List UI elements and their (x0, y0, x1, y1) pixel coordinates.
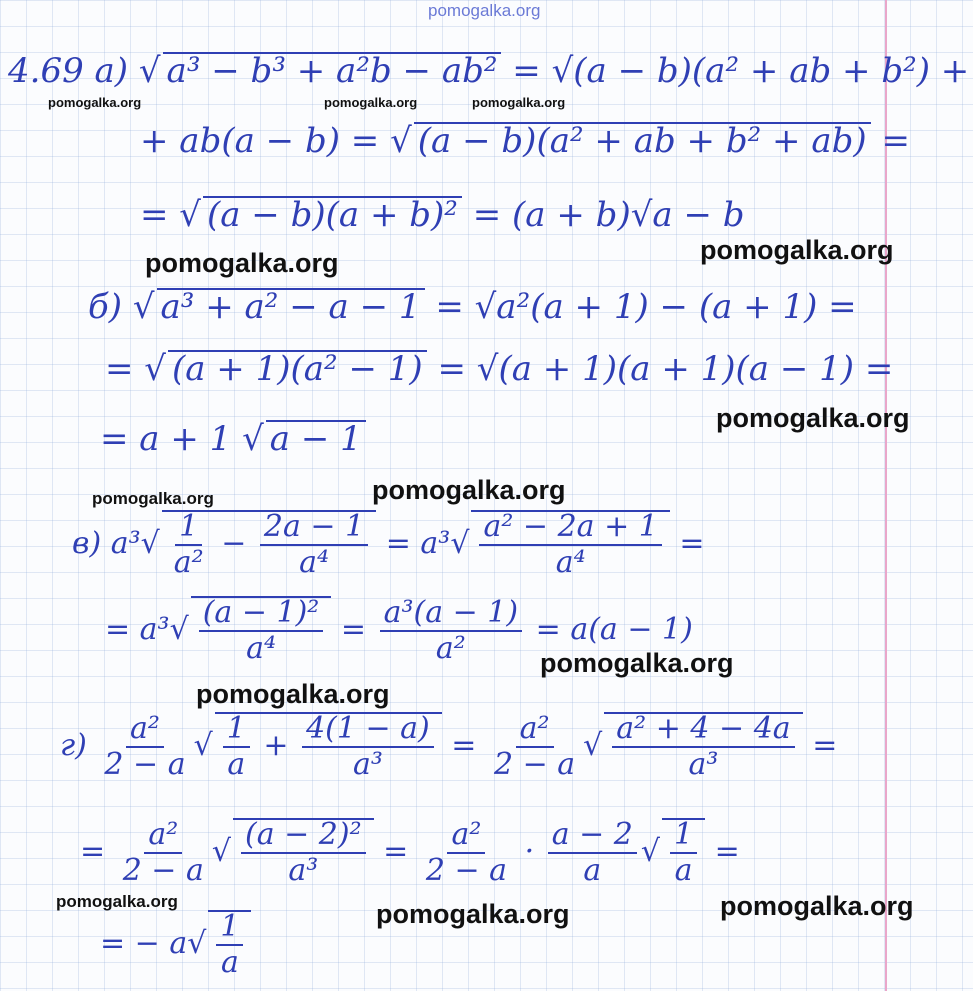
line-tail: = a(a − 1) (535, 612, 693, 647)
denominator: 2 − a (493, 747, 576, 782)
part-b-line2: = √ (a + 1)(a² − 1) = √(a + 1)(a + 1)(a − 1) = (105, 349, 894, 389)
line-pre: = − a (100, 926, 188, 961)
fraction (670, 817, 697, 888)
line-pre: = (80, 834, 106, 869)
fraction (223, 711, 250, 782)
fraction (241, 817, 366, 888)
watermark: pomogalka.org (145, 248, 339, 278)
denominator: a (227, 747, 246, 782)
problem-number: 4.69 а) √ a³ − b³ + a²b − ab² = √(a − b)(a² + ab + b²) + (8, 51, 970, 91)
part-g-label: г) (60, 728, 87, 763)
minus-sign: − (221, 526, 247, 561)
numerator: a² (516, 714, 554, 748)
part-v-coef: a³ (110, 526, 141, 561)
part-b-line1-post: = √a²(a + 1) − (a + 1) = (424, 287, 857, 327)
fraction (548, 817, 637, 888)
denominator: a (583, 853, 602, 888)
denominator: 2 − a (425, 853, 508, 888)
problem-number-text: 4.69 (8, 51, 84, 91)
denominator: a⁴ (299, 545, 330, 580)
part-g-line1: г) $\frac{\text{a²}}{2 - a}$ √ $\frac{1}{a}$ + $\frac{4(1 - a)}{\text{a³}}$ = $\frac{\text{a²}}{2 - a}$ √ $\frac{\text{a² + 4 − 4a}}{\text{a³}}$ = (60, 711, 838, 782)
numerator: a³(a − 1) (380, 598, 523, 632)
part-a-line2-post: = (870, 121, 910, 161)
denominator: a² (435, 631, 466, 666)
equals-sign: = (812, 728, 838, 763)
fraction (422, 817, 511, 888)
denominator: a (220, 945, 239, 980)
part-b-line2-post: = √(a + 1)(a + 1)(a − 1) = (426, 349, 894, 389)
denominator: a⁴ (555, 545, 586, 580)
denominator: a³ (352, 747, 383, 782)
part-b-line1-radicand: a³ + a² − a − 1 (157, 288, 425, 324)
part-a-line2-pre: + ab(a − b) = (140, 121, 391, 161)
watermark: pomogalka.org (472, 95, 566, 110)
fraction (119, 817, 208, 888)
plus-sign: + (263, 728, 289, 763)
fraction (170, 509, 208, 580)
denominator: a³ (288, 853, 319, 888)
fraction (479, 509, 661, 580)
fraction (216, 909, 243, 980)
watermark: pomogalka.org (324, 95, 418, 110)
part-a-line1-radicand: a³ − b³ + a²b − ab² (163, 52, 502, 88)
numerator: a² (447, 820, 485, 854)
part-b-line2-pre: = (105, 349, 145, 389)
numerator: a − 2 (548, 820, 637, 854)
equals-sign: = (383, 834, 409, 869)
numerator: a² (126, 714, 164, 748)
part-a-line3-post: = (a + b)√a − b (461, 195, 745, 235)
watermark: pomogalka.org (92, 489, 214, 508)
denominator: a³ (688, 747, 719, 782)
multiply-dot: · (524, 834, 535, 869)
numerator: 1 (223, 714, 250, 748)
numerator: a² + 4 − 4a (612, 714, 794, 748)
equals-sign: = (679, 526, 705, 561)
denominator: 2 − a (104, 747, 186, 782)
part-b-line3: = a + 1 √ a − 1 (100, 420, 366, 456)
fraction (612, 711, 794, 782)
watermark: pomogalka.org (540, 648, 734, 678)
watermark: pomogalka.org (376, 899, 570, 929)
denominator: a (674, 853, 693, 888)
part-a-line2: + ab(a − b) = √ (a − b)(a² + ab + b² + ab) = (140, 121, 910, 161)
equals-coef: = a³ (385, 526, 451, 561)
part-v-line2: = a³√ $\frac{\text{(a − 1)²}}{\text{a⁴}}$ = $\frac{\text{a³(a − 1)}}{\text{a²}}$ = a(a − 1) (105, 595, 693, 666)
part-v-label: в) (72, 526, 102, 561)
fraction (380, 595, 523, 666)
part-a-label: а) (94, 51, 129, 91)
part-g-line2: = $\frac{\text{a²}}{2 - a}$ √ $\frac{\text{(a − 2)²}}{\text{a³}}$ = $\frac{\text{a²}}{2 - a}$ · $\frac{a - 2}{a}$ √ $\frac{1}{a}$ = (80, 817, 740, 888)
fraction (302, 711, 434, 782)
part-a-line3: = √ (a − b)(a + b)² = (a + b)√a − b (140, 195, 745, 235)
fraction (199, 595, 324, 666)
equals-sign: = (714, 834, 740, 869)
fraction (100, 711, 189, 782)
watermark: pomogalka.org (720, 891, 914, 921)
part-b-label: б) (88, 287, 123, 327)
numerator: (a − 2)² (241, 820, 366, 854)
part-a-line3-pre: = (140, 195, 180, 235)
denominator: 2 − a (122, 853, 204, 888)
watermark: pomogalka.org (196, 679, 390, 709)
part-b-line3-pre: = a + 1 (100, 419, 243, 459)
fraction (260, 509, 368, 580)
numerator: a² − 2a + 1 (479, 512, 661, 546)
watermark: pomogalka.org (48, 95, 142, 110)
denominator: a² (173, 545, 204, 580)
watermark: pomogalka.org (372, 475, 566, 505)
numerator: a² (144, 820, 182, 854)
line-pre: = a³ (105, 612, 170, 647)
watermark: pomogalka.org (428, 1, 541, 20)
numerator: 1 (175, 512, 202, 546)
watermark: pomogalka.org (716, 403, 910, 433)
numerator: 1 (670, 820, 697, 854)
part-b-line3-radicand: a − 1 (266, 420, 366, 456)
numerator: 1 (216, 912, 243, 946)
part-g-line3: = − a√ $\frac{1}{a}$ (100, 910, 251, 978)
part-b-line1: б) √ a³ + a² − a − 1 = √a²(a + 1) − (a + 1) = (88, 287, 857, 327)
equals-sign: = (340, 612, 367, 647)
part-b-line2-radicand: (a + 1)(a² − 1) (168, 350, 427, 386)
part-a-line2-radicand: (a − b)(a² + ab + b² + ab) (414, 122, 871, 158)
numerator: 2a − 1 (260, 512, 368, 546)
part-v-line1: в) a³√ $\frac{1}{\text{a²}}$ − $\frac{2a - 1}{\text{a⁴}}$ = a³√ $\frac{\text{a² − 2a + 1}}{\text{a⁴}}$ = (72, 509, 705, 580)
denominator: a⁴ (246, 631, 276, 666)
numerator: 4(1 − a) (302, 714, 434, 748)
watermark: pomogalka.org (700, 235, 894, 265)
fraction (490, 711, 579, 782)
part-a-line3-radicand: (a − b)(a + b)² (203, 196, 462, 232)
numerator: (a − 1)² (199, 598, 324, 632)
watermark: pomogalka.org (56, 892, 178, 911)
equals-sign: = (451, 728, 477, 763)
part-a-line1-post: = √(a − b)(a² + ab + b²) + (501, 51, 970, 91)
